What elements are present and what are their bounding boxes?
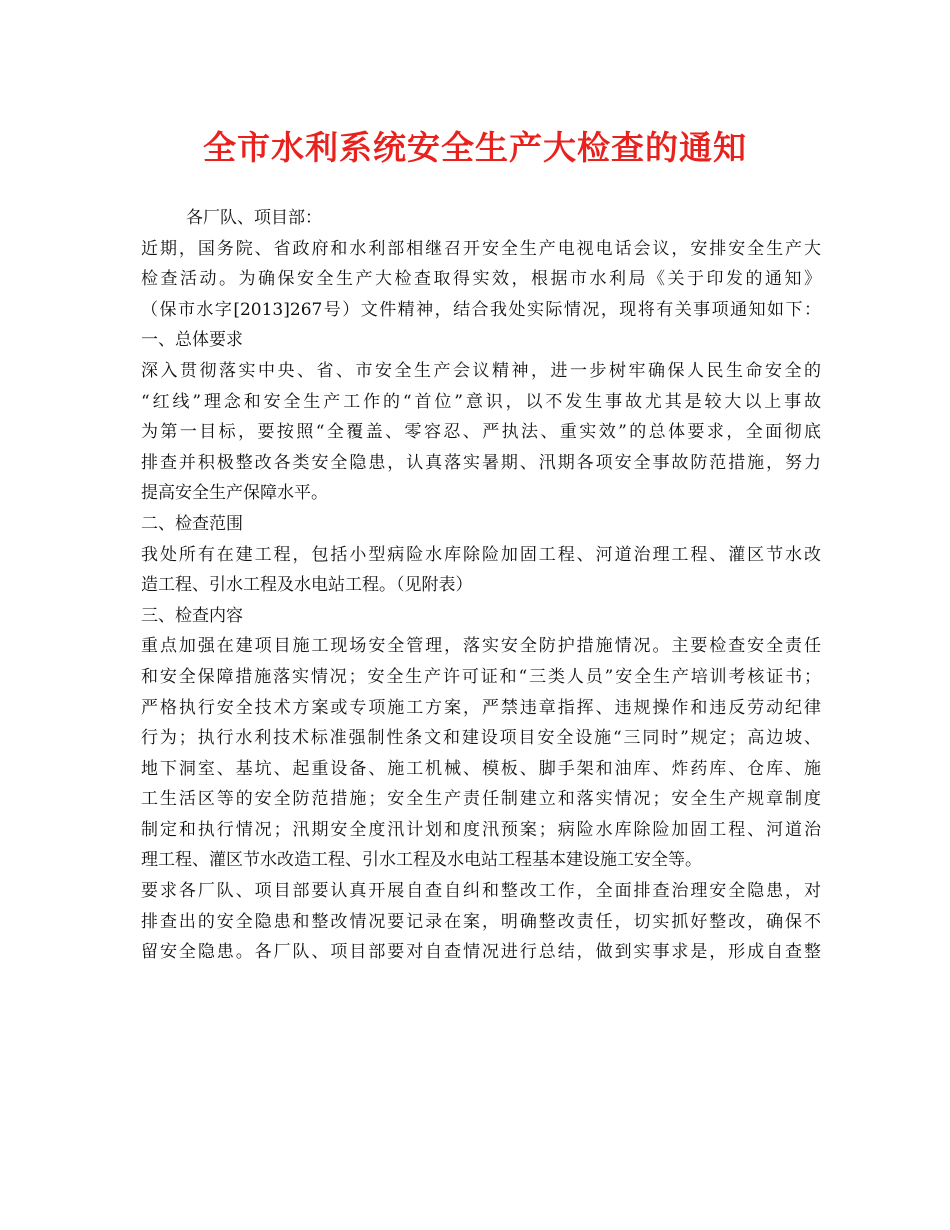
body-line: 一、总体要求 [141,330,243,351]
body-line: 排查出的安全隐患和整改情况要记录在案，明确整改责任，切实抓好整改，确保不 [141,911,821,932]
document-title: 全市水利系统安全生产大检查的通知 [203,128,747,167]
body-line: 留安全隐患。各厂队、项目部要对自查情况进行总结，做到实事求是，形成自查整 [141,942,821,963]
body-line: 深入贯彻落实中央、省、市安全生产会议精神，进一步树牢确保人民生命安全的 [141,360,821,381]
body-line: 排查并积极整改各类安全隐患，认真落实暑期、汛期各项安全事故防范措施，努力 [141,452,821,473]
body-line: 要求各厂队、项目部要认真开展自查自纠和整改工作，全面排查治理安全隐患，对 [141,881,821,902]
body-line: 制定和执行情况；汛期安全度汛计划和度汛预案；病险水库除险加固工程、河道治 [141,819,821,840]
body-line: 地下洞室、基坑、起重设备、施工机械、模板、脚手架和油库、炸药库、仓库、施 [141,758,821,779]
body-line: 行为；执行水利技术标准强制性条文和建设项目安全设施“三同时”规定；高边坡、 [141,728,821,749]
body-line: 严格执行安全技术方案或专项施工方案，严禁违章指挥、违规操作和违反劳动纪律 [141,697,821,718]
body-line: 理工程、灌区节水改造工程、引水工程及水电站工程基本建设施工安全等。 [141,850,702,871]
body-line: “红线”理念和安全生产工作的“首位”意识，以不发生事故尤其是较大以上事故 [141,391,821,412]
body-line: 二、检查范围 [141,513,243,534]
body-line: 提高安全生产保障水平。 [141,483,328,504]
body-line: 和安全保障措施落实情况；安全生产许可证和“三类人员”安全生产培训考核证书； [141,666,821,687]
body-line: （保市水字[2013]267号）文件精神，结合我处实际情况，现将有关事项通知如下： [141,299,821,320]
document-body [141,203,821,968]
body-line: 三、检查内容 [141,605,243,626]
body-line: 检查活动。为确保安全生产大检查取得实效，根据市水利局《关于印发的通知》 [141,269,821,290]
body-line: 各厂队、项目部： [186,208,322,228]
body-line: 造工程、引水工程及水电站工程。（见附表） [141,575,473,596]
body-line: 我处所有在建工程，包括小型病险水库除险加固工程、河道治理工程、灌区节水改 [141,544,821,565]
body-line: 近期，国务院、省政府和水利部相继召开安全生产电视电话会议，安排安全生产大 [141,238,821,259]
body-line: 工生活区等的安全防范措施；安全生产责任制建立和落实情况；安全生产规章制度 [141,789,821,810]
body-line: 重点加强在建项目施工现场安全管理，落实安全防护措施情况。主要检查安全责任 [141,636,821,657]
body-line: 为第一目标，要按照“全覆盖、零容忍、严执法、重实效”的总体要求，全面彻底 [141,422,821,443]
